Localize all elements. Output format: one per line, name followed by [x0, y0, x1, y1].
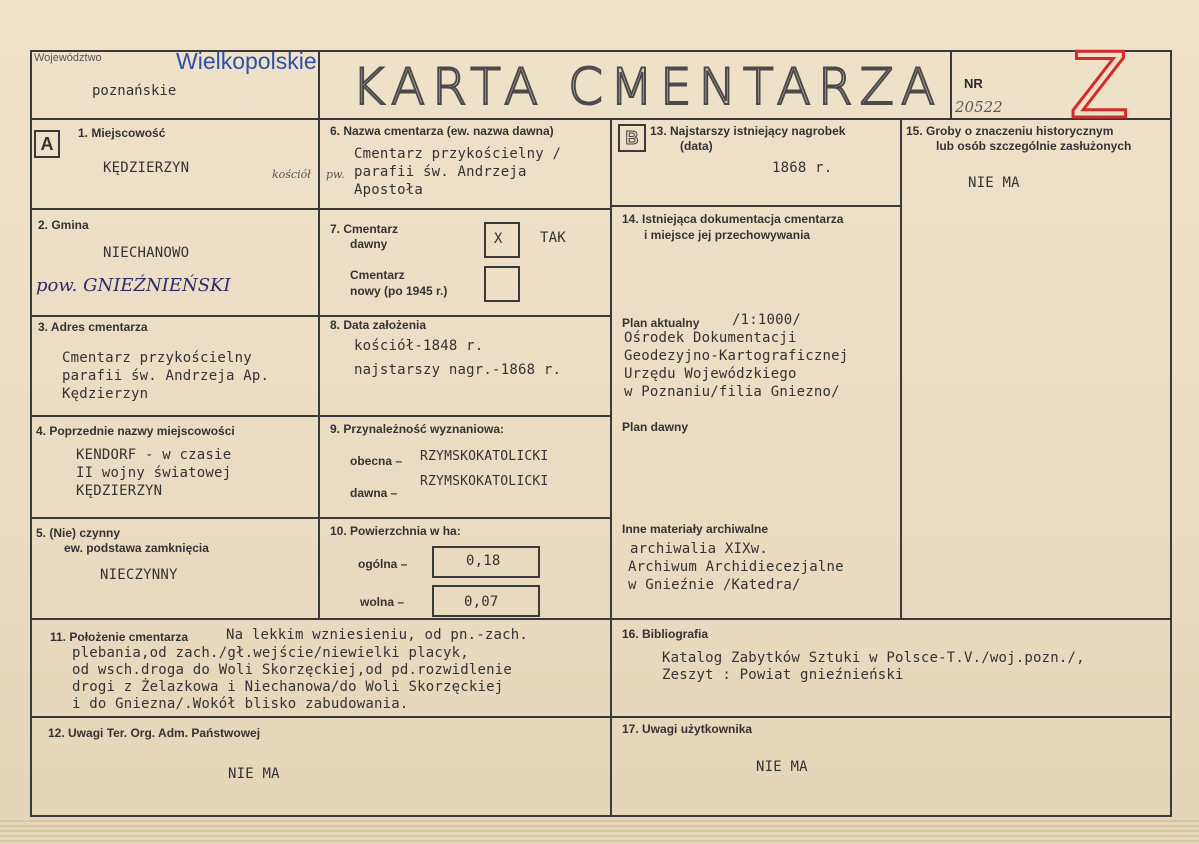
- field-6-line-3: Apostoła: [354, 182, 424, 198]
- field-15-value: NIE MA: [968, 175, 1020, 191]
- line: [950, 50, 952, 118]
- field-14-label-1: 14. Istniejąca dokumentacja cmentarza: [622, 212, 844, 226]
- line: [610, 205, 900, 207]
- old-cemetery-check-mark: X: [494, 231, 503, 247]
- field-8-line-2: najstarszy nagr.-1868 r.: [354, 362, 562, 378]
- line: [30, 517, 610, 519]
- field-17-label: 17. Uwagi użytkownika: [622, 722, 753, 736]
- new-cemetery-checkbox: [484, 266, 520, 302]
- field-4-label: 4. Poprzednie nazwy miejscowości: [36, 424, 235, 438]
- field-7-label-2: Cmentarz: [350, 268, 405, 282]
- field-11-line-2: plebania,od zach./gł.wejście/niewielki placyk,: [72, 645, 469, 661]
- category-z-mark: [1068, 45, 1164, 121]
- field-11-line-1: Na lekkim wzniesieniu, od pn.-zach.: [226, 627, 529, 643]
- field-7-tak: TAK: [540, 230, 566, 246]
- nr-label: NR: [964, 76, 983, 91]
- card-stack-edge: [0, 820, 1199, 844]
- card-title: KARTA CMENTARZA: [352, 58, 943, 116]
- free-area-value: 0,07: [464, 594, 499, 610]
- field-10-label: 10. Powierzchnia w ha:: [330, 524, 461, 538]
- category-z-text: Z: [1070, 45, 1129, 121]
- field-2-handwritten: pow. GNIEŹNIEŃSKI: [36, 275, 231, 296]
- field-12-label: 12. Uwagi Ter. Org. Adm. Państwowej: [48, 726, 261, 740]
- field-5-label-1: 5. (Nie) czynny: [36, 526, 121, 540]
- field-13-value: 1868 r.: [772, 160, 833, 176]
- line: [30, 815, 1172, 817]
- field-4-line-1: KENDORF - w czasie: [76, 447, 232, 463]
- field-15-label-2: lub osób szczególnie zasłużonych: [936, 139, 1132, 153]
- field-16-line-2: Zeszyt : Powiat gnieźnieński: [662, 667, 904, 683]
- line: [30, 618, 1172, 620]
- line: [30, 716, 1172, 718]
- field-8-label: 8. Data założenia: [330, 318, 427, 332]
- field-9-obecna-label: obecna –: [350, 454, 403, 468]
- field-15-label-1: 15. Groby o znaczeniu historycznym: [906, 124, 1114, 138]
- wojewodztwo-label: Województwo: [34, 52, 102, 64]
- field-3-line-2: parafii św. Andrzeja Ap.: [62, 368, 270, 384]
- plan-aktualny-line-5: w Poznaniu/filia Gniezno/: [624, 384, 840, 400]
- field-6-line-1: Cmentarz przykościelny /: [354, 146, 562, 162]
- field-6-prefix: pw.: [326, 168, 345, 181]
- line: [900, 118, 902, 618]
- field-5-label-2: ew. podstawa zamknięcia: [64, 541, 209, 555]
- field-6-line-2: parafii św. Andrzeja: [354, 164, 527, 180]
- field-17-value: NIE MA: [756, 759, 808, 775]
- field-7-label-2b: nowy (po 1945 r.): [350, 284, 448, 298]
- field-7-label-1: 7. Cmentarz: [330, 222, 399, 236]
- free-area-box: [432, 585, 540, 617]
- inne-line-2: Archiwum Archidiecezjalne: [628, 559, 844, 575]
- line: [30, 208, 610, 210]
- section-a-box: A: [34, 130, 60, 158]
- plan-aktualny-line-4: Urzędu Wojewódzkiego: [624, 366, 797, 382]
- field-12-value: NIE MA: [228, 766, 280, 782]
- field-4-line-3: KĘDZIERZYN: [76, 483, 163, 499]
- field-14-label-2: i miejsce jej przechowywania: [644, 228, 811, 242]
- field-10-wolna-label: wolna –: [360, 595, 405, 609]
- field-11-line-3: od wsch.droga do Woli Skorzęckiej,od pd.rozwidlenie: [72, 662, 513, 678]
- field-2-value: NIECHANOWO: [103, 245, 190, 261]
- wojewodztwo-value: poznańskie: [92, 83, 177, 99]
- plan-aktualny-line-3: Geodezyjno-Kartograficznej: [624, 348, 849, 364]
- section-b-box: B: [618, 124, 646, 152]
- line: [30, 118, 1172, 120]
- line: [30, 315, 610, 317]
- line: [318, 50, 320, 618]
- inne-line-1: archiwalia XIXw.: [630, 541, 769, 557]
- field-11-label: 11. Położenie cmentarza: [50, 630, 189, 644]
- plan-aktualny-line-1: /1:1000/: [732, 312, 802, 328]
- field-6-label: 6. Nazwa cmentarza (ew. nazwa dawna): [330, 124, 554, 138]
- wojewodztwo-stamp: Wielkopolskie: [176, 48, 317, 74]
- field-5-value: NIECZYNNY: [100, 567, 178, 583]
- field-2-label: 2. Gmina: [38, 218, 89, 232]
- field-13-label-1: 13. Najstarszy istniejący nagrobek: [650, 124, 846, 138]
- field-3-line-1: Cmentarz przykościelny: [62, 350, 252, 366]
- field-9-obecna-value: RZYMSKOKATOLICKI: [420, 449, 549, 464]
- field-9-dawna-label: dawna –: [350, 486, 398, 500]
- field-7-label-1b: dawny: [350, 237, 388, 251]
- plan-aktualny-label: Plan aktualny: [622, 316, 700, 330]
- nr-value: 20522: [955, 98, 1003, 116]
- line: [30, 50, 32, 817]
- inne-line-3: w Gnieźnie /Katedra/: [628, 577, 801, 593]
- old-cemetery-checkbox: [484, 222, 520, 258]
- inne-materialy-label: Inne materiały archiwalne: [622, 522, 769, 536]
- line: [1170, 50, 1172, 817]
- field-8-line-1: kościół-1848 r.: [354, 338, 484, 354]
- field-11-line-4: drogi z Żelazkowa i Niechanowa/do Woli Skorzęckiej: [72, 679, 504, 695]
- plan-aktualny-line-2: Ośrodek Dokumentacji: [624, 330, 797, 346]
- field-3-label: 3. Adres cmentarza: [38, 320, 148, 334]
- field-16-line-1: Katalog Zabytków Sztuki w Polsce-T.V./woj.pozn./,: [662, 650, 1085, 666]
- line: [610, 118, 612, 815]
- field-13-label-2: (data): [680, 139, 713, 153]
- field-9-label: 9. Przynależność wyznaniowa:: [330, 422, 505, 436]
- field-1-value: KĘDZIERZYN: [103, 160, 190, 176]
- field-1-note: kościół: [272, 168, 311, 181]
- total-area-value: 0,18: [466, 553, 501, 569]
- total-area-box: [432, 546, 540, 578]
- field-11-line-5: i do Gniezna/.Wokół blisko zabudowania.: [72, 696, 409, 712]
- field-10-ogolna-label: ogólna –: [358, 557, 408, 571]
- line: [30, 415, 610, 417]
- field-3-line-3: Kędzierzyn: [62, 386, 149, 402]
- field-16-label: 16. Bibliografia: [622, 627, 709, 641]
- plan-dawny-label: Plan dawny: [622, 420, 689, 434]
- field-1-label: 1. Miejscowość: [78, 126, 166, 140]
- field-4-line-2: II wojny światowej: [76, 465, 232, 481]
- field-9-dawna-value: RZYMSKOKATOLICKI: [420, 474, 549, 489]
